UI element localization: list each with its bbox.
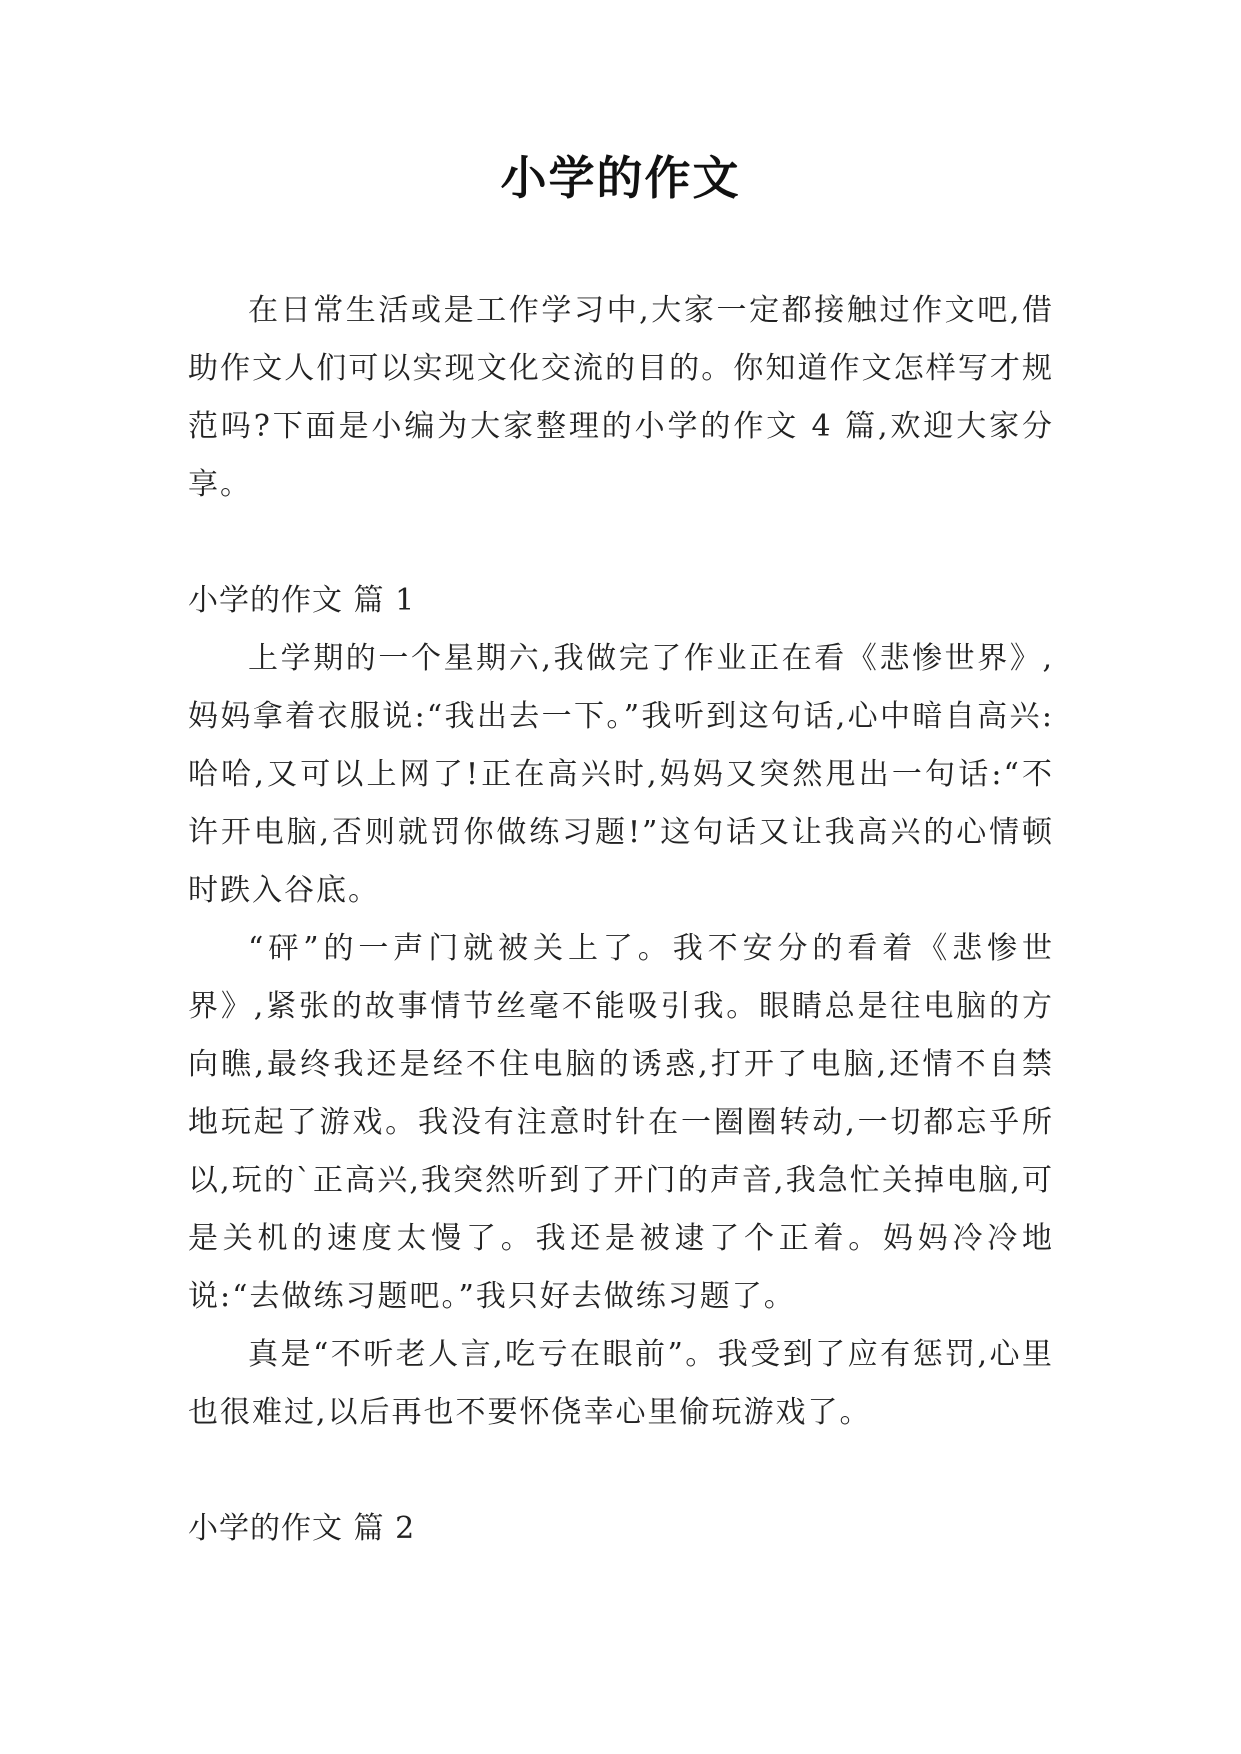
section-heading-1: 小学的作文 篇 1 (188, 583, 416, 618)
document-body (188, 282, 1054, 1558)
intro-paragraph: 在日常生活或是工作学习中,大家一定都接触过作文吧,借助作文人们可以实现文化交流的目的。你知道作文怎样写才规范吗?下面是小编为大家整理的小学的作文 4 篇,欢迎大家分享。 (188, 293, 1054, 502)
section-1-paragraph-1: 上学期的一个星期六,我做完了作业正在看《悲惨世界》,妈妈拿着衣服说:“我出去一下。”我听到这句话,心中暗自高兴:哈哈,又可以上网了!正在高兴时,妈妈又突然甩出一句话:“不许开电脑,否则就罚你做练习题!”这句话又让我高兴的心情顿时跌入谷底。 (188, 641, 1054, 908)
section-1 (188, 572, 1054, 1442)
document-title: 小学的作文 (500, 151, 741, 205)
section-1-paragraph-2: “砰”的一声门就被关上了。我不安分的看着《悲惨世界》,紧张的故事情节丝毫不能吸引我。眼睛总是往电脑的方向瞧,最终我还是经不住电脑的诱惑,打开了电脑,还情不自禁地玩起了游戏。我没有注意时针在一圈圈转动,一切都忘乎所以,玩的`正高兴,我突然听到了开门的声音,我急忙关掉电脑,可是关机的速度太慢了。我还是被逮了个正着。妈妈冷冷地说:“去做练习题吧。”我只好去做练习题了。 (188, 931, 1054, 1314)
section-heading-2: 小学的作文 篇 2 (188, 1511, 416, 1546)
intro-block (188, 282, 1054, 514)
section-2 (188, 1500, 1054, 1558)
section-1-paragraph-3: 真是“不听老人言,吃亏在眼前”。我受到了应有惩罚,心里也很难过,以后再也不要怀侥幸心里偷玩游戏了。 (188, 1337, 1054, 1430)
